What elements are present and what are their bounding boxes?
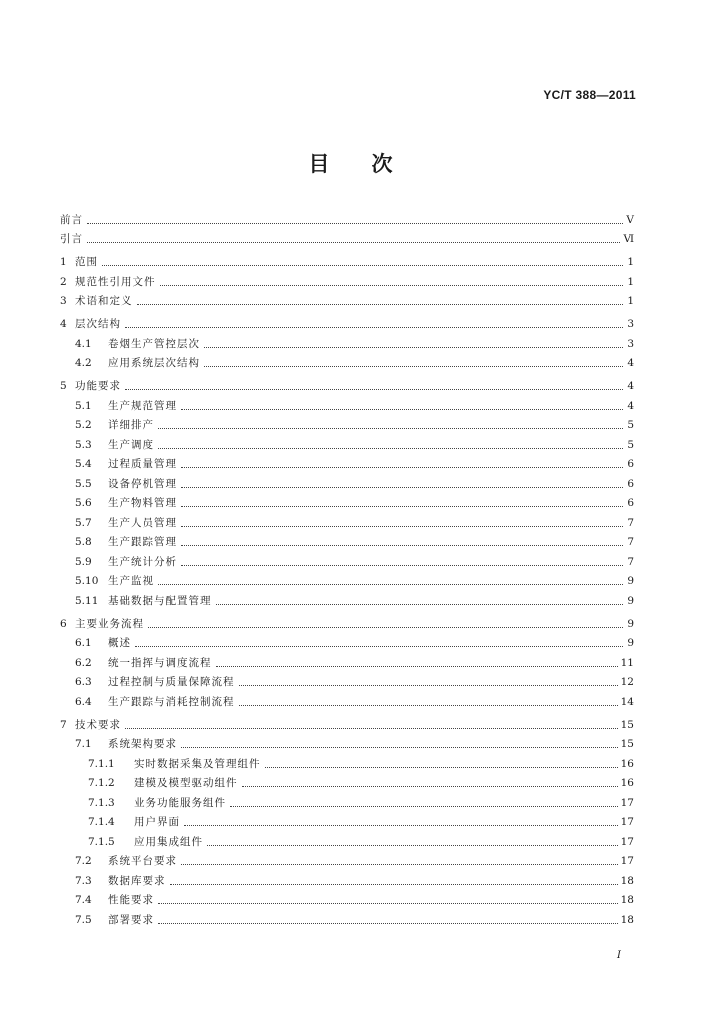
toc-entry[interactable]	[60, 351, 634, 371]
toc-leader-dots	[160, 284, 624, 286]
toc-entry-label: 规范性引用文件	[75, 275, 156, 288]
toc-entry-label: 功能要求	[75, 380, 121, 392]
toc-entry[interactable]	[60, 751, 634, 771]
toc-leader-dots	[135, 645, 623, 647]
toc-entry-label: 统一指挥与调度流程	[108, 656, 212, 669]
toc-entry-number: 7.1.3	[88, 796, 115, 809]
toc-entry[interactable]	[60, 888, 634, 908]
toc-entry[interactable]	[60, 227, 634, 247]
toc-entry-number: 6.2	[75, 656, 92, 669]
toc-entry-number: 5.3	[75, 438, 92, 451]
toc-entry-label: 生产监视	[108, 575, 154, 587]
toc-entry-label: 生产统计分析	[108, 555, 177, 568]
toc-leader-dots	[184, 824, 618, 826]
toc-entry-number: 2	[60, 275, 67, 288]
toc-entry-page: 9	[627, 637, 634, 649]
toc-entry-label: 术语和定义	[75, 295, 133, 307]
toc-leader-dots	[181, 486, 623, 488]
toc-leader-dots	[125, 388, 623, 390]
toc-entry-page: 16	[620, 757, 634, 770]
toc-entry-number: 4.1	[75, 337, 92, 350]
toc-entry-number: 5.6	[75, 497, 92, 509]
toc-entry-label: 过程质量管理	[108, 458, 177, 470]
toc-leader-dots	[148, 626, 623, 628]
table-of-contents	[60, 207, 634, 927]
toc-entry-page: 18	[620, 894, 634, 906]
page-title: 目次	[308, 152, 435, 176]
toc-entry-page: 6	[627, 477, 634, 490]
toc-entry-page: 12	[620, 676, 634, 688]
toc-entry-label: 业务功能服务组件	[134, 796, 226, 809]
toc-entry-label: 过程控制与质量保障流程	[108, 676, 235, 688]
toc-entry-number: 5.5	[75, 477, 92, 490]
toc-entry-label: 应用集成组件	[134, 835, 203, 848]
toc-entry-label: 数据库要求	[108, 874, 166, 887]
toc-entry-page: 18	[620, 874, 634, 887]
toc-entry-number: 7.1.2	[88, 777, 115, 789]
toc-entry-number: 3	[60, 295, 67, 307]
toc-entry-label: 层次结构	[75, 318, 121, 330]
toc-entry-page: 17	[620, 796, 634, 809]
toc-entry-page: 7	[627, 555, 634, 568]
toc-entry-page: 3	[627, 318, 634, 330]
toc-leader-dots	[181, 746, 618, 748]
toc-entry[interactable]	[60, 312, 634, 332]
toc-entry[interactable]	[60, 331, 634, 351]
toc-entry-page: 18	[620, 913, 634, 926]
toc-leader-dots	[239, 704, 618, 706]
toc-entry-number: 7.1	[75, 738, 92, 750]
standard-code: YC/T 388—2011	[543, 88, 636, 102]
toc-entry-label: 建模及模型驱动组件	[134, 777, 238, 789]
toc-entry-number: 7.3	[75, 874, 92, 887]
toc-entry[interactable]	[60, 771, 634, 791]
toc-entry-number: 5.8	[75, 536, 92, 548]
toc-leader-dots	[216, 603, 624, 605]
toc-leader-dots	[181, 505, 623, 507]
toc-leader-dots	[204, 346, 623, 348]
toc-entry[interactable]	[60, 829, 634, 849]
toc-entry-number: 6	[60, 617, 67, 630]
toc-leader-dots	[158, 922, 618, 924]
toc-entry-label: 生产调度	[108, 438, 154, 451]
toc-entry-number: 6.3	[75, 676, 92, 688]
toc-entry-number: 5.9	[75, 555, 92, 568]
toc-entry-number: 5.1	[75, 399, 92, 412]
toc-entry[interactable]	[60, 432, 634, 452]
toc-entry-page: 14	[620, 695, 634, 708]
footer-page-number: I	[617, 950, 621, 961]
toc-leader-dots	[230, 805, 618, 807]
toc-entry-label: 范围	[75, 256, 98, 268]
toc-entry[interactable]	[60, 631, 634, 651]
toc-entry[interactable]	[60, 452, 634, 472]
toc-entry-page: 5	[627, 438, 634, 451]
toc-entry[interactable]	[60, 393, 634, 413]
toc-entry[interactable]	[60, 530, 634, 550]
toc-entry-page: 17	[620, 855, 634, 867]
toc-entry-number: 5.4	[75, 458, 92, 470]
toc-entry-label: 生产物料管理	[108, 497, 177, 509]
toc-entry-page: 16	[620, 777, 634, 789]
toc-entry-number: 5.2	[75, 419, 92, 431]
toc-entry[interactable]	[60, 611, 634, 631]
toc-entry[interactable]	[60, 868, 634, 888]
toc-leader-dots	[204, 365, 623, 367]
toc-entry[interactable]	[60, 849, 634, 869]
toc-entry-label: 系统平台要求	[108, 855, 177, 867]
toc-entry-label: 主要业务流程	[75, 617, 144, 630]
toc-entry-label: 生产规范管理	[108, 399, 177, 412]
toc-entry-page: 1	[627, 275, 634, 288]
toc-entry-label: 系统架构要求	[108, 738, 177, 750]
toc-entry[interactable]	[60, 207, 634, 227]
toc-leader-dots	[87, 241, 620, 243]
toc-entry[interactable]	[60, 549, 634, 569]
toc-entry[interactable]	[60, 790, 634, 810]
toc-leader-dots	[242, 785, 618, 787]
toc-entry-label: 实时数据采集及管理组件	[134, 757, 261, 770]
toc-entry-label: 性能要求	[108, 894, 154, 906]
toc-entry-page: V	[626, 213, 634, 226]
toc-entry-label: 技术要求	[75, 718, 121, 731]
toc-leader-dots	[158, 447, 623, 449]
toc-entry-number: 5	[60, 380, 67, 392]
toc-entry-page: 4	[627, 399, 634, 412]
toc-entry-page: 7	[627, 516, 634, 529]
toc-entry-label: 生产跟踪管理	[108, 536, 177, 548]
toc-entry-page: 4	[627, 357, 634, 369]
toc-entry-page: Ⅵ	[623, 233, 634, 245]
toc-leader-dots	[87, 222, 623, 224]
toc-entry-page: 7	[627, 536, 634, 548]
toc-entry-label: 部署要求	[108, 913, 154, 926]
toc-entry-label: 生产人员管理	[108, 516, 177, 529]
toc-entry-page: 6	[627, 497, 634, 509]
toc-entry-page: 6	[627, 458, 634, 470]
toc-entry-number: 4	[60, 318, 67, 330]
toc-leader-dots	[216, 665, 618, 667]
toc-leader-dots	[181, 544, 623, 546]
toc-entry-number: 6.1	[75, 637, 92, 649]
toc-entry-label: 应用系统层次结构	[108, 357, 200, 369]
toc-entry-label: 卷烟生产管控层次	[108, 337, 200, 350]
toc-entry-page: 9	[627, 617, 634, 630]
toc-entry-label: 前言	[60, 213, 83, 226]
toc-entry-page: 5	[627, 419, 634, 431]
toc-entry[interactable]	[60, 670, 634, 690]
toc-entry[interactable]	[60, 732, 634, 752]
toc-leader-dots	[181, 863, 618, 865]
toc-entry[interactable]	[60, 712, 634, 732]
toc-entry-page: 17	[620, 816, 634, 828]
toc-entry-number: 5.11	[75, 594, 99, 607]
toc-entry[interactable]	[60, 569, 634, 589]
toc-leader-dots	[181, 525, 623, 527]
toc-entry-page: 3	[627, 337, 634, 350]
toc-entry-number: 5.7	[75, 516, 92, 529]
toc-entry[interactable]	[60, 374, 634, 394]
toc-entry-page: 17	[620, 835, 634, 848]
toc-entry-page: 1	[627, 295, 634, 307]
toc-entry-number: 1	[60, 256, 67, 268]
toc-entry-label: 用户界面	[134, 816, 180, 828]
toc-leader-dots	[158, 583, 623, 585]
toc-leader-dots	[239, 684, 618, 686]
toc-leader-dots	[181, 564, 623, 566]
toc-entry-number: 7.2	[75, 855, 92, 867]
toc-entry-label: 生产跟踪与消耗控制流程	[108, 695, 235, 708]
toc-entry[interactable]	[60, 413, 634, 433]
toc-entry-page: 9	[627, 575, 634, 587]
toc-entry-number: 7.1.4	[88, 816, 115, 828]
toc-entry[interactable]	[60, 289, 634, 309]
toc-entry-number: 5.10	[75, 575, 99, 587]
toc-entry[interactable]	[60, 650, 634, 670]
toc-leader-dots	[207, 844, 618, 846]
toc-entry[interactable]	[60, 471, 634, 491]
toc-entry-number: 7.5	[75, 913, 92, 926]
toc-entry-label: 概述	[108, 637, 131, 649]
toc-entry-number: 4.2	[75, 357, 92, 369]
toc-entry-label: 设备停机管理	[108, 477, 177, 490]
toc-entry-number: 6.4	[75, 695, 92, 708]
toc-entry[interactable]	[60, 907, 634, 927]
toc-entry-number: 7.4	[75, 894, 92, 906]
toc-leader-dots	[170, 883, 618, 885]
toc-entry-label: 基础数据与配置管理	[108, 594, 212, 607]
toc-entry-number: 7.1.5	[88, 835, 115, 848]
toc-leader-dots	[158, 902, 618, 904]
toc-entry-number: 7.1.1	[88, 757, 115, 770]
toc-leader-dots	[137, 303, 624, 305]
toc-entry[interactable]	[60, 588, 634, 608]
toc-entry[interactable]	[60, 810, 634, 830]
toc-entry-page: 15	[620, 718, 634, 731]
toc-entry-page: 9	[627, 594, 634, 607]
toc-leader-dots	[102, 264, 623, 266]
toc-entry[interactable]	[60, 250, 634, 270]
toc-entry-label: 详细排产	[108, 419, 154, 431]
toc-entry-page: 11	[620, 656, 634, 669]
toc-entry[interactable]	[60, 491, 634, 511]
toc-entry-page: 1	[627, 256, 634, 268]
toc-leader-dots	[265, 766, 618, 768]
toc-leader-dots	[125, 727, 618, 729]
toc-entry[interactable]	[60, 269, 634, 289]
toc-leader-dots	[181, 408, 623, 410]
toc-entry-label: 引言	[60, 233, 83, 245]
toc-entry-page: 15	[620, 738, 634, 750]
toc-leader-dots	[158, 427, 623, 429]
toc-entry-number: 7	[60, 718, 67, 731]
toc-entry[interactable]	[60, 689, 634, 709]
toc-leader-dots	[181, 466, 623, 468]
toc-leader-dots	[125, 326, 623, 328]
toc-entry-page: 4	[627, 380, 634, 392]
toc-entry[interactable]	[60, 510, 634, 530]
